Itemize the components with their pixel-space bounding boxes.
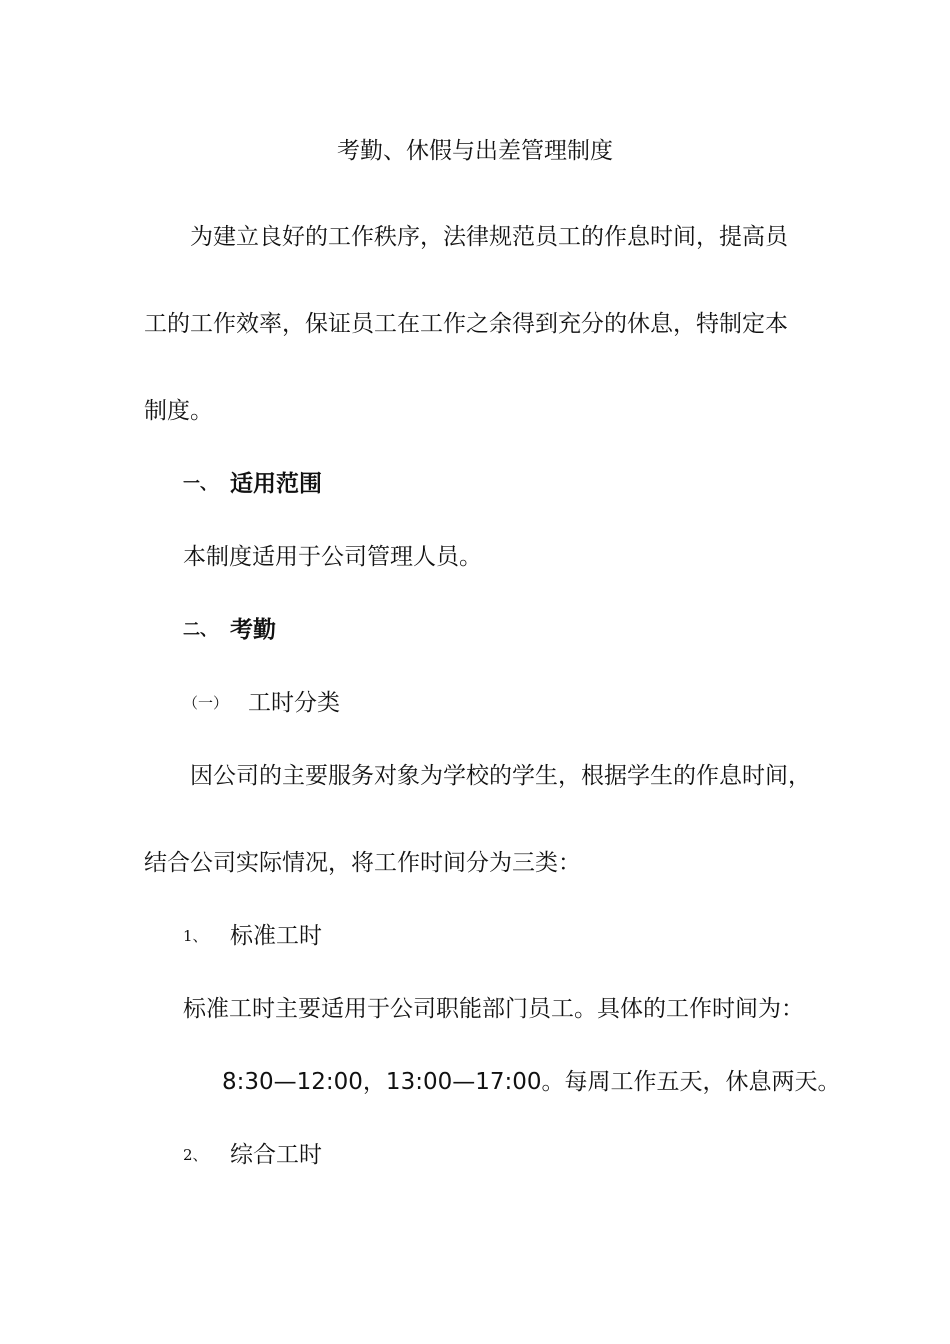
item-1-body-line-1: 标准工时主要适用于公司职能部门员工。具体的工作时间为：	[183, 996, 804, 1022]
item-2-number: 2、	[183, 1146, 208, 1164]
subsection-1-body-line-2: 结合公司实际情况，将工作时间分为三类：	[144, 850, 581, 876]
subsection-1-number: （一）	[183, 694, 229, 712]
item-2-heading: 综合工时	[230, 1142, 322, 1168]
section-2-number: 二、	[183, 620, 217, 640]
section-1-heading: 适用范围	[230, 471, 322, 497]
document-title: 考勤、休假与出差管理制度	[337, 138, 613, 164]
item-1-number: 1、	[183, 927, 208, 945]
item-1-body-line-2: 8:30—12:00，13:00—17:00。每周工作五天，休息两天。	[222, 1069, 841, 1095]
section-1-body: 本制度适用于公司管理人员。	[183, 544, 482, 570]
item-1-heading: 标准工时	[230, 923, 322, 949]
subsection-1-body-line-1: 因公司的主要服务对象为学校的学生，根据学生的作息时间，	[190, 763, 811, 789]
section-2-heading: 考勤	[230, 617, 276, 643]
intro-line-1: 为建立良好的工作秩序，法律规范员工的作息时间，提高员	[190, 224, 788, 250]
intro-line-2: 工的工作效率，保证员工在工作之余得到充分的休息，特制定本	[144, 311, 788, 337]
intro-line-3: 制度。	[144, 398, 213, 424]
subsection-1-heading: 工时分类	[248, 690, 340, 716]
section-1-number: 一、	[183, 474, 217, 494]
